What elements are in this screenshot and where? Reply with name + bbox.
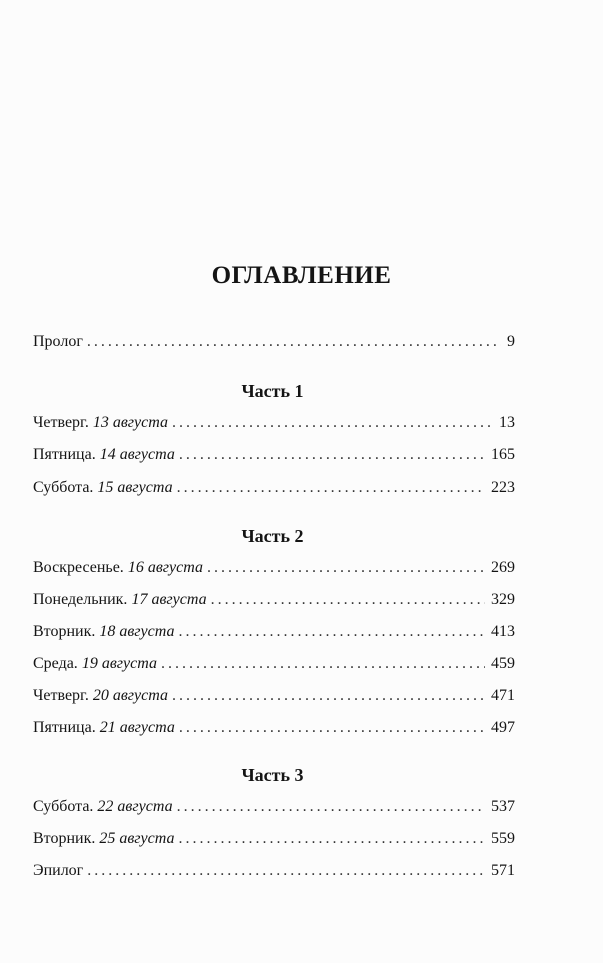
part-heading: Часть 1 — [241, 381, 304, 401]
part-heading: Часть 3 — [241, 765, 304, 785]
toc-entry — [33, 414, 515, 436]
entry-date: 20 августа — [92, 687, 168, 704]
part-heading: Часть 2 — [241, 526, 304, 546]
entry-label: Вторник. — [33, 623, 96, 640]
toc-entry-prologue — [33, 333, 515, 355]
toc-entry — [33, 687, 515, 709]
dot-leader — [207, 559, 485, 577]
dot-leader — [87, 333, 501, 351]
toc-entry — [33, 591, 515, 613]
entry-date: 21 августа — [99, 719, 175, 736]
toc-entry — [33, 830, 515, 852]
toc-entry — [33, 446, 515, 468]
toc-entry — [33, 798, 515, 820]
entry-label: Суббота. — [33, 479, 94, 496]
entry-label: Четверг. — [33, 687, 89, 704]
entry-label: Пятница. — [33, 446, 96, 463]
dot-leader — [179, 830, 486, 848]
toc-entry — [33, 719, 515, 741]
page-number: 497 — [491, 719, 515, 736]
dot-leader — [87, 862, 485, 880]
entry-date: 14 августа — [99, 446, 175, 463]
dot-leader — [179, 446, 485, 464]
toc-entry — [33, 623, 515, 645]
entry-label: Воскресенье. — [33, 559, 124, 576]
entry-date: 15 августа — [97, 479, 173, 496]
toc-entry — [33, 559, 515, 581]
entry-label: Суббота. — [33, 798, 94, 815]
page-number: 459 — [491, 655, 515, 672]
dot-leader — [179, 623, 486, 641]
page-number: 329 — [491, 591, 515, 608]
page-number: 9 — [507, 333, 515, 350]
entry-label: Эпилог — [33, 862, 84, 879]
page-number: 571 — [491, 862, 515, 879]
toc-entry — [33, 479, 515, 501]
entry-date: 18 августа — [99, 623, 175, 640]
entry-label: Понедельник. — [33, 591, 128, 608]
entry-date: 19 августа — [81, 655, 157, 672]
dot-leader — [161, 655, 485, 673]
dot-leader — [177, 479, 485, 497]
page-number: 165 — [491, 446, 515, 463]
entry-label: Среда. — [33, 655, 78, 672]
toc-entry-epilogue — [33, 862, 515, 884]
page-number: 559 — [491, 830, 515, 847]
entry-date: 25 августа — [99, 830, 175, 847]
entry-date: 22 августа — [97, 798, 173, 815]
entry-date: 16 августа — [127, 559, 203, 576]
entry-label: Вторник. — [33, 830, 96, 847]
page-number: 537 — [491, 798, 515, 815]
dot-leader — [172, 414, 493, 432]
page-number: 471 — [491, 687, 515, 704]
dot-leader — [177, 798, 485, 816]
entry-label: Пятница. — [33, 719, 96, 736]
toc-title: ОГЛАВЛЕНИЕ — [211, 262, 392, 289]
entry-date: 13 августа — [92, 414, 168, 431]
page-number: 13 — [499, 414, 515, 431]
page-number: 413 — [491, 623, 515, 640]
entry-date: 17 августа — [131, 591, 207, 608]
dot-leader — [179, 719, 485, 737]
entry-label: Четверг. — [33, 414, 89, 431]
dot-leader — [172, 687, 485, 705]
entry-label: Пролог — [33, 333, 83, 350]
page-number: 269 — [491, 559, 515, 576]
toc-entry — [33, 655, 515, 677]
dot-leader — [211, 591, 485, 609]
page-number: 223 — [491, 479, 515, 496]
